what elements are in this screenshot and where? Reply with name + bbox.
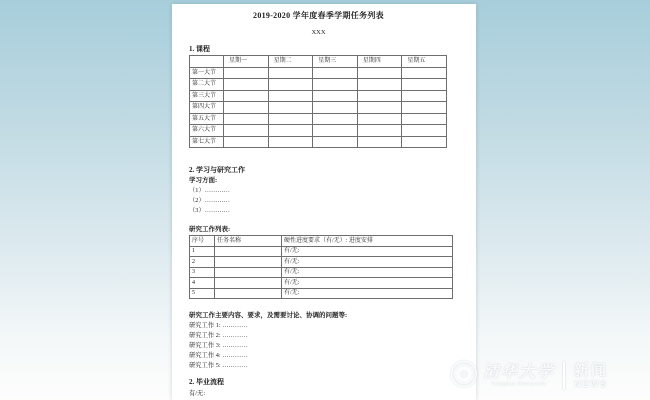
course-cell	[402, 136, 447, 148]
study-item: （3）…………	[189, 207, 230, 214]
course-cell	[313, 90, 358, 102]
task-number: 1	[190, 246, 215, 257]
course-cell	[357, 102, 402, 114]
task-requirement-cell: 有/无:	[282, 267, 453, 278]
table-row	[190, 90, 447, 102]
course-cell	[313, 125, 358, 137]
task-number: 5	[190, 288, 215, 299]
tsinghua-logo-en: Tsinghua University	[490, 381, 548, 387]
course-cell	[313, 136, 358, 148]
task-requirement-cell: 有/无:	[282, 288, 453, 299]
section-heading-courses: 1. 课程	[189, 45, 210, 53]
task-name-cell	[215, 278, 282, 289]
course-schedule-table	[189, 55, 447, 148]
tsinghua-news-watermark	[450, 354, 650, 398]
table-row	[190, 67, 447, 79]
research-work-table	[189, 235, 453, 299]
course-cell	[402, 90, 447, 102]
research-detail-line: 研究工作 3: …………	[189, 342, 248, 349]
course-cell	[313, 113, 358, 125]
course-cell	[268, 79, 313, 91]
course-cell	[224, 79, 269, 91]
course-cell	[268, 136, 313, 148]
news-logo-cn: 新闻	[574, 362, 609, 379]
task-name-cell	[215, 288, 282, 299]
table-row	[190, 102, 447, 114]
column-header	[190, 56, 224, 68]
course-cell	[357, 79, 402, 91]
graduation-value: 有/无:	[189, 390, 206, 397]
table-row	[190, 246, 453, 257]
news-logo-en: NEWS	[574, 379, 608, 389]
course-cell	[357, 125, 402, 137]
course-cell	[402, 125, 447, 137]
table-header-row	[190, 236, 453, 247]
tsinghua-seal-icon	[450, 360, 478, 393]
page-subtitle: XXX	[311, 29, 326, 36]
table-header-row	[190, 56, 447, 68]
row-header: 第一大节	[190, 67, 224, 79]
task-name-cell	[215, 267, 282, 278]
table-row	[190, 278, 453, 289]
research-detail-line: 研究工作 2: …………	[189, 332, 248, 339]
task-number: 4	[190, 278, 215, 289]
course-cell	[224, 67, 269, 79]
course-cell	[268, 113, 313, 125]
task-number: 2	[190, 257, 215, 268]
course-cell	[224, 113, 269, 125]
course-cell	[357, 90, 402, 102]
section-heading-graduation: 2. 毕业流程	[189, 378, 224, 386]
research-details-heading: 研究工作主要内容、要求，及需要讨论、协调的问题等:	[189, 312, 348, 319]
row-header: 第六大节	[190, 125, 224, 137]
row-header: 第五大节	[190, 113, 224, 125]
course-cell	[268, 90, 313, 102]
course-cell	[313, 79, 358, 91]
course-cell	[313, 102, 358, 114]
course-cell	[224, 102, 269, 114]
research-detail-line: 研究工作 1: …………	[189, 322, 248, 329]
course-cell	[357, 113, 402, 125]
task-number: 3	[190, 267, 215, 278]
course-cell	[268, 67, 313, 79]
course-cell	[313, 67, 358, 79]
table-row	[190, 113, 447, 125]
column-header: 序号	[190, 236, 215, 247]
course-cell	[402, 113, 447, 125]
column-header: 星期二	[268, 56, 313, 68]
course-cell	[402, 67, 447, 79]
course-cell	[224, 136, 269, 148]
page-title: 2019-2020 学年度春季学期任务列表	[253, 11, 384, 20]
table-row	[190, 257, 453, 268]
study-items	[189, 186, 448, 216]
table-row	[190, 288, 453, 299]
course-cell	[402, 102, 447, 114]
research-list-heading: 研究工作列表:	[189, 226, 231, 233]
study-item: （2）…………	[189, 197, 230, 204]
column-header: 硬性进度要求（有/无）: 进度安排	[282, 236, 453, 247]
column-header: 星期五	[402, 56, 447, 68]
tsinghua-logo-text	[483, 364, 555, 388]
row-header: 第四大节	[190, 102, 224, 114]
row-header: 第二大节	[190, 79, 224, 91]
column-header: 任务名称	[215, 236, 282, 247]
tsinghua-logo-cn: 清华大学	[483, 364, 556, 381]
course-cell	[224, 125, 269, 137]
table-row	[190, 267, 453, 278]
study-item: （1）…………	[189, 187, 230, 194]
news-logo	[574, 363, 608, 389]
research-detail-lines	[189, 321, 448, 371]
document-page	[172, 4, 476, 400]
table-row	[190, 79, 447, 91]
row-header: 第三大节	[190, 90, 224, 102]
task-requirement-cell: 有/无:	[282, 278, 453, 289]
task-name-cell	[215, 257, 282, 268]
table-row	[190, 136, 447, 148]
column-header: 星期四	[357, 56, 402, 68]
row-header: 第七大节	[190, 136, 224, 148]
table-row	[190, 125, 447, 137]
column-header: 星期一	[224, 56, 269, 68]
course-cell	[357, 67, 402, 79]
course-cell	[268, 102, 313, 114]
course-cell	[357, 136, 402, 148]
task-requirement-cell: 有/无:	[282, 257, 453, 268]
study-sub-heading: 学习方面:	[189, 177, 218, 184]
course-cell	[402, 79, 447, 91]
course-cell	[224, 90, 269, 102]
research-detail-line: 研究工作 4: …………	[189, 352, 248, 359]
research-detail-line: 研究工作 5: …………	[189, 362, 248, 369]
course-cell	[268, 125, 313, 137]
section-heading-study: 2. 学习与研究工作	[189, 166, 245, 174]
task-name-cell	[215, 246, 282, 257]
watermark-divider	[563, 362, 565, 390]
column-header: 星期三	[313, 56, 358, 68]
task-requirement-cell: 有/无:	[282, 246, 453, 257]
